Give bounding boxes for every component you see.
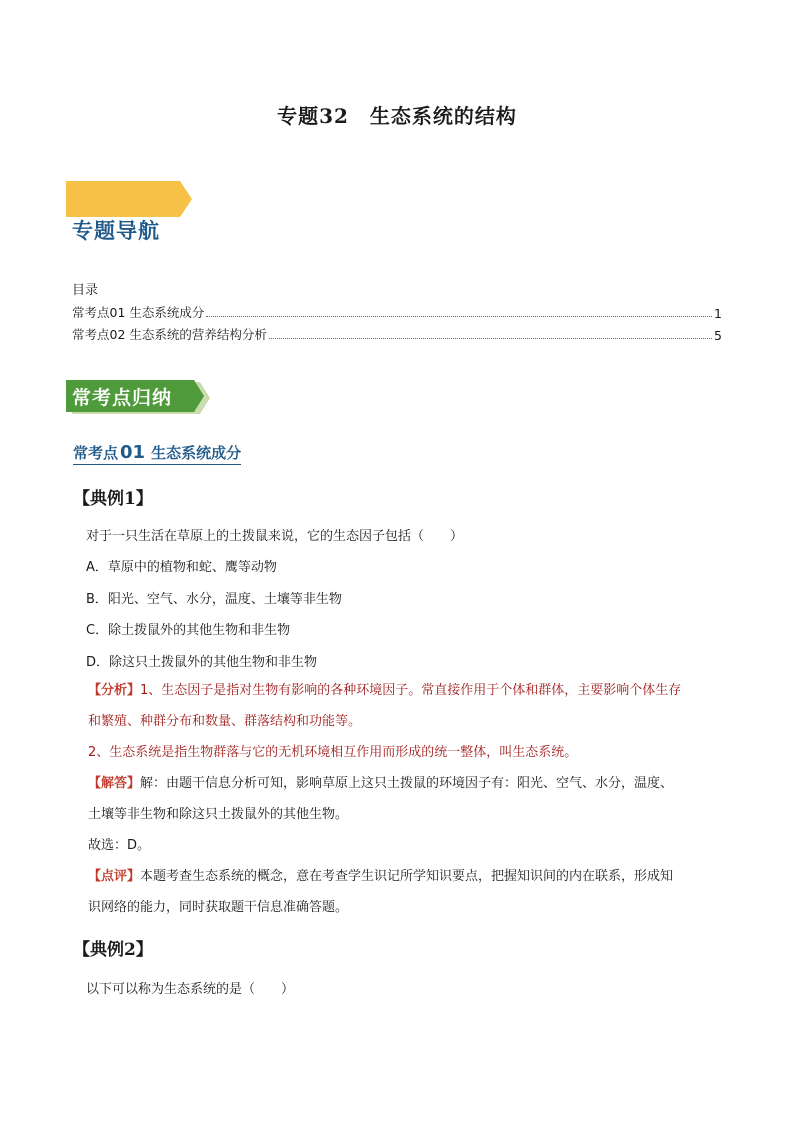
comment-line-1 — [88, 861, 728, 892]
toc-entry-text: 常考点02 生态系统的营养结构分析 — [72, 327, 267, 342]
toc-entry-text: 常考点01 生态系统成分 — [72, 305, 205, 320]
toc-leader-dots — [269, 337, 712, 339]
toc-label: 目录 — [72, 283, 99, 298]
answer-tag: 【解答】 — [88, 776, 141, 791]
comment-tag: 【点评】 — [88, 869, 141, 884]
comment-text-b: 识网络的能力，同时获取题干信息准确答题。 — [88, 900, 349, 915]
example-1-question: 对于一只生活在草原上的土拨鼠来说，它的生态因子包括（ ） — [86, 529, 464, 544]
example-2-title: 【典例2】 — [73, 940, 153, 960]
answer-text-b: 土壤等非生物和除这只土拨鼠外的其他生物。 — [88, 807, 349, 822]
analysis-line-1 — [88, 675, 728, 706]
answer-line-1 — [88, 768, 728, 799]
analysis-text-1b: 和繁殖、种群分布和数量、群落结构和功能等。 — [88, 714, 362, 729]
toc-entry-1[interactable] — [72, 303, 722, 321]
summary-banner-label: 常考点归纳 — [72, 387, 173, 409]
toc-entry-page: 5 — [714, 328, 722, 343]
section-number: 01 — [120, 442, 146, 463]
example-1-title: 【典例1】 — [73, 489, 153, 509]
analysis-block — [88, 675, 728, 923]
answer-choice: 故选：D。 — [88, 838, 151, 853]
nav-banner-shape — [66, 181, 192, 217]
analysis-text-2: 2、生态系统是指生物群落与它的无机环境相互作用而形成的统一整体，叫生态系统。 — [88, 745, 578, 760]
answer-text-a: 解：由题干信息分析可知，影响草原上这只土拨鼠的环境因子有：阳光、空气、水分，温度、 — [140, 776, 674, 791]
option-a: A．草原中的植物和蛇、鹰等动物 — [86, 560, 277, 575]
page-title: 专题32 生态系统的结构 — [277, 104, 517, 128]
comment-text-a: 本题考查生态系统的概念，意在考查学生识记所学知识要点，把握知识间的内在联系，形成知 — [140, 869, 674, 884]
section-title: 生态系统成分 — [151, 444, 242, 462]
section-heading — [73, 442, 241, 465]
toc-entry-page: 1 — [714, 306, 722, 321]
analysis-text-1a: 1、生态因子是指对生物有影响的各种环境因子。常直接作用于个体和群体，主要影响个体生存 — [140, 683, 682, 698]
option-c: C．除土拨鼠外的其他生物和非生物 — [86, 623, 291, 638]
option-d: D．除这只土拨鼠外的其他生物和非生物 — [86, 655, 318, 670]
example-2-question: 以下可以称为生态系统的是（ ） — [86, 982, 295, 997]
section-prefix: 常考点 — [73, 444, 119, 462]
option-b: B．阳光、空气、水分，温度、土壤等非生物 — [86, 592, 342, 607]
toc-leader-dots — [206, 315, 712, 317]
toc-entry-2[interactable] — [72, 325, 722, 343]
nav-heading: 专题导航 — [72, 219, 160, 243]
analysis-tag: 【分析】 — [88, 683, 141, 698]
